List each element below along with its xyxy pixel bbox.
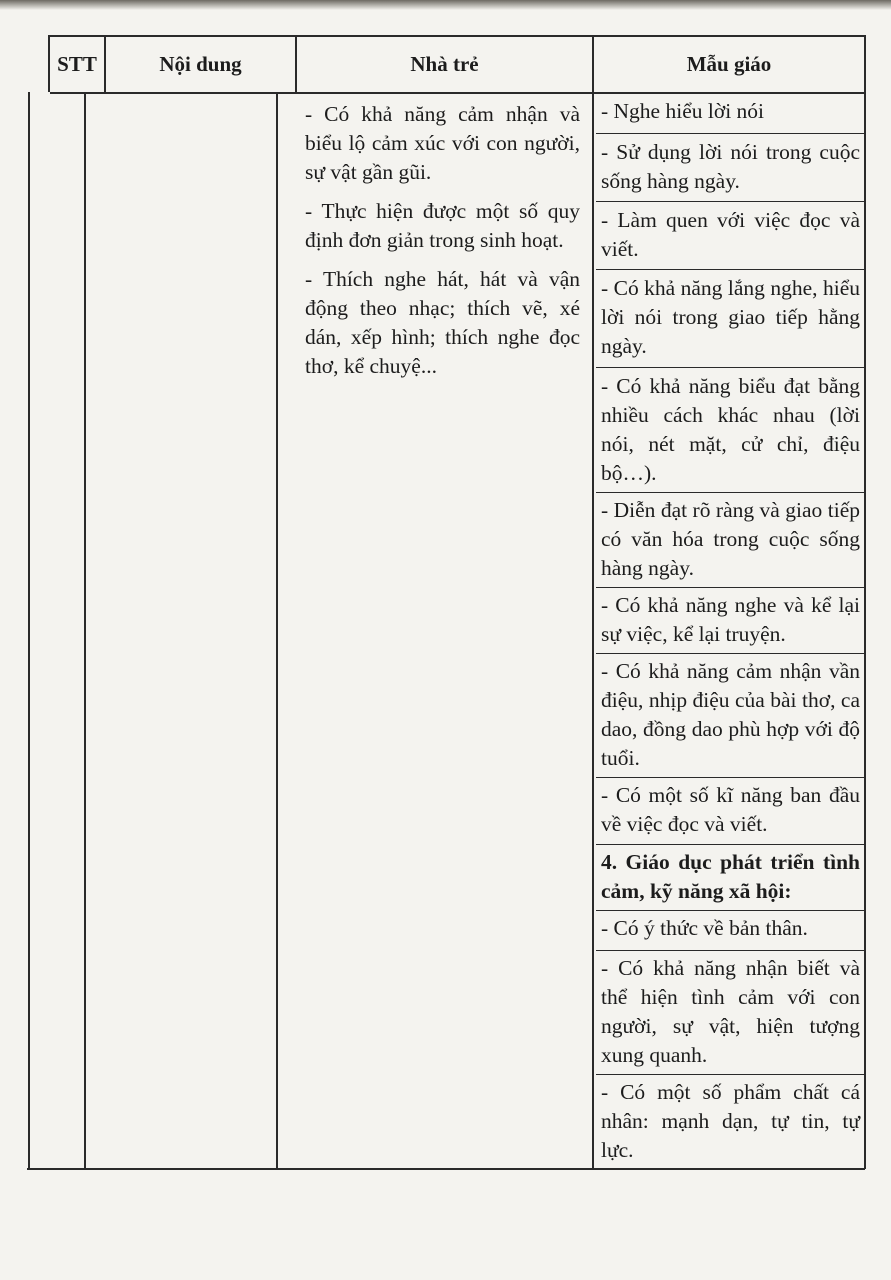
page-edge-shadow: [0, 0, 891, 10]
mau-giao-item: - Sử dụng lời nói trong cuộc sống hàng ngày.: [596, 138, 864, 202]
mau-giao-item: - Có một số kĩ năng ban đầu về việc đọc và viết.: [596, 781, 864, 845]
nha-tre-item: - Có khả năng cảm nhận và biểu lộ cảm xúc với con người, sự vật gần gũi.: [305, 102, 580, 184]
header-mau-giao: Mẫu giáo: [686, 51, 772, 76]
table-right-border: [864, 35, 866, 1169]
header-nha-tre: Nhà trẻ: [410, 51, 479, 76]
mau-giao-item: - Có khả năng biểu đạt bằng nhiều cách khác nhau (lời nói, nét mặt, cử chỉ, điệu bộ…).: [596, 372, 864, 493]
nha-tre-item: - Thích nghe hát, hát và vận động theo nhạc; thích vẽ, xé dán, xếp hình; thích nghe đọc thơ, kể chuyệ...: [305, 267, 580, 378]
mau-giao-item: - Có khả năng lắng nghe, hiểu lời nói trong giao tiếp hằng ngày.: [596, 274, 864, 368]
mau-giao-item: - Làm quen với việc đọc và viết.: [596, 206, 864, 270]
mau-giao-item: - Có khả năng cảm nhận vần điệu, nhịp điệu của bài thơ, ca dao, đồng dao phù hợp với độ tuổi.: [596, 657, 864, 778]
header-bottom-border: [50, 92, 865, 94]
nha-tre-column: [305, 100, 580, 391]
mau-giao-item: - Nghe hiểu lời nói: [596, 97, 864, 134]
table-left-border-lower: [28, 92, 30, 1169]
nha-tre-item: - Thực hiện được một số quy định đơn giản trong sinh hoạt.: [305, 199, 580, 252]
mau-giao-item: - Có khả năng nghe và kể lại sự việc, kể lại truyện.: [596, 591, 864, 654]
header-noi-dung: Nội dung: [159, 51, 242, 76]
mau-giao-item: - Có khả năng nhận biết và thể hiện tình cảm với con người, sự vật, hiện tượng xung quanh.: [596, 954, 864, 1075]
header-stt: STT: [57, 51, 97, 76]
table-bottom-border: [27, 1168, 865, 1170]
mau-giao-section-heading: 4. Giáo dục phát triển tình cảm, kỹ năng xã hội:: [596, 848, 864, 911]
mau-giao-item: - Có một số phẩm chất cá nhân: mạnh dạn, tự tin, tự lực.: [601, 1080, 860, 1162]
nhatre-col-divider: [592, 35, 594, 1169]
stt-col-divider-lower: [84, 92, 86, 1169]
mau-giao-item: - Có ý thức về bản thân.: [596, 914, 864, 951]
noidung-col-divider-lower: [276, 92, 278, 1169]
mau-giao-item: - Diễn đạt rõ ràng và giao tiếp có văn hóa trong cuộc sống hàng ngày.: [596, 496, 864, 588]
